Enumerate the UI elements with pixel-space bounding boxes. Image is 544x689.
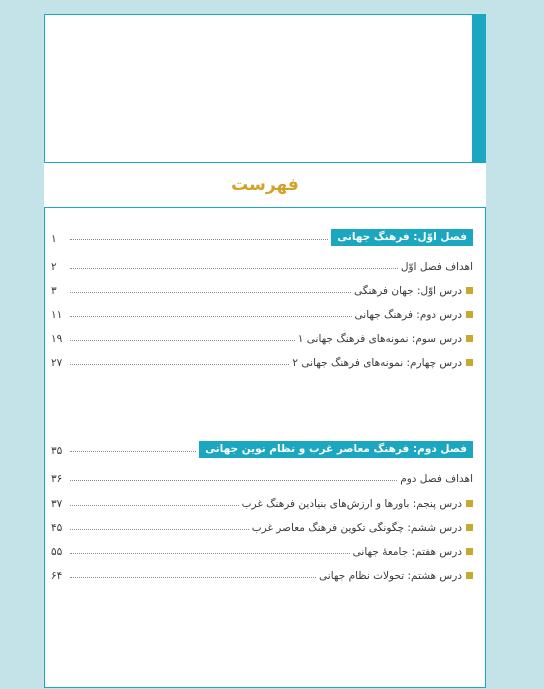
leader-dots [70, 340, 295, 341]
toc-row-lesson-5[interactable] [51, 493, 473, 511]
toc-label: درس هشتم: تحولات نظام جهانی [319, 570, 462, 582]
leader-dots [70, 316, 352, 317]
square-bullet-icon [466, 500, 473, 507]
toc-page: ۳ [51, 285, 57, 297]
toc-page: ۵۵ [51, 546, 63, 558]
toc-page: ۱۱ [51, 309, 63, 321]
toc-label: درس هفتم: جامعهٔ جهانی [352, 546, 462, 558]
leader-dots [70, 553, 350, 554]
toc-page: ۱۹ [51, 333, 63, 345]
toc-row-lesson-7[interactable] [51, 541, 473, 559]
leader-dots [70, 364, 289, 365]
toc-row-lesson-3[interactable] [51, 328, 473, 346]
toc-label: درس چهارم: نمونه‌های فرهنگ جهانی ۲ [292, 357, 462, 369]
leader-dots [70, 292, 351, 293]
square-bullet-icon [466, 335, 473, 342]
leader-dots [70, 505, 239, 506]
toc-row-lesson-2[interactable] [51, 304, 473, 322]
toc-row-lesson-1[interactable] [51, 280, 473, 298]
square-bullet-icon [466, 548, 473, 555]
leader-dots [70, 480, 397, 481]
toc-page: ۳۷ [51, 498, 63, 510]
toc-page: ۴۵ [51, 522, 63, 534]
toc-page: ۲۷ [51, 357, 63, 369]
chapter-1-page: ۱ [51, 233, 57, 245]
toc-row-goals-1[interactable] [51, 256, 473, 274]
square-bullet-icon [466, 572, 473, 579]
toc-label: اهداف فصل دوم [400, 473, 473, 485]
leader-dots [70, 268, 398, 269]
toc-page: ۳۶ [51, 473, 63, 485]
chapter-1-title: فصل اوّل: فرهنگ جهانی [331, 229, 473, 246]
title-band [44, 162, 486, 208]
toc-label: درس ششم: چگونگی تکوین فرهنگ معاصر غرب [251, 522, 462, 534]
square-bullet-icon [466, 287, 473, 294]
toc-label: درس دوم: فرهنگ جهانی [354, 309, 462, 321]
toc-page: ۲ [51, 261, 57, 273]
page [44, 14, 486, 688]
chapter-2-row[interactable] [51, 440, 473, 458]
chapter-2-title: فصل دوم: فرهنگ معاصر غرب و نظام نوین جهانی [199, 441, 473, 458]
toc-label: درس پنجم: باورها و ارزش‌های بنیادین فرهنگ غرب [241, 498, 462, 510]
chapter-2-page: ۳۵ [51, 445, 63, 457]
leader-dots [70, 239, 328, 240]
decorative-side-bar [472, 14, 486, 164]
leader-dots [70, 529, 249, 530]
square-bullet-icon [466, 311, 473, 318]
toc-label: درس سوم: نمونه‌های فرهنگ جهانی ۱ [297, 333, 462, 345]
leader-dots [70, 577, 316, 578]
chapter-1-row[interactable] [51, 228, 473, 246]
square-bullet-icon [466, 524, 473, 531]
toc-row-lesson-8[interactable] [51, 565, 473, 583]
toc-row-lesson-4[interactable] [51, 352, 473, 370]
leader-dots [70, 451, 196, 452]
square-bullet-icon [466, 359, 473, 366]
toc-label: اهداف فصل اوّل [400, 261, 473, 273]
toc-label: درس اوّل: جهان فرهنگی [353, 285, 462, 297]
toc-row-goals-2[interactable] [51, 468, 473, 486]
toc-title: فهرست [231, 175, 299, 195]
toc-page: ۶۴ [51, 570, 63, 582]
toc-row-lesson-6[interactable] [51, 517, 473, 535]
